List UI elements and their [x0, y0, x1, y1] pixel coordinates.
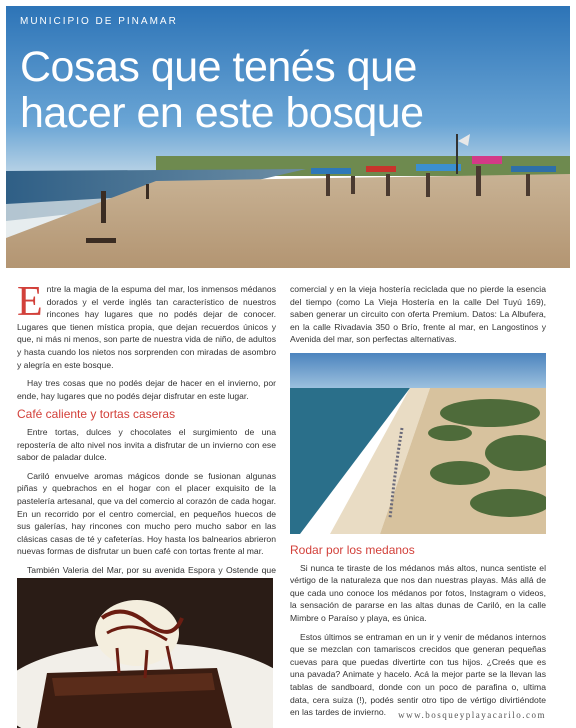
intro-paragraph	[17, 279, 276, 371]
cafe-paragraph-1: Entre tortas, dulces y chocolates el surgimiento de una repostería de alto nivel nos invita a disfrutar de un invierno con ese sabor de paladar dulce.	[17, 426, 276, 463]
cafe-paragraph-3: También Valeria del Mar, por su avenida Espora y Ostende que	[27, 564, 276, 575]
title-line-2: hacer en este bosque	[20, 89, 424, 137]
brownie-image	[17, 578, 273, 728]
dropcap: E	[17, 279, 43, 325]
section-heading-medanos: Rodar por los medanos	[290, 543, 415, 557]
medanos-paragraph-2: Estos últimos se entraman en un ir y venir de médanos internos que se mezclan con tamariscos crecidos que generan pequeñas cuevas para que puedas divertirte con tus hijos. ¿Creés que es una pavada? Animate y hacelo. Acá la mejor parte se la llevan las tablas de sandboard, donde con un poco de parafina o, ultima data, cera suiza (!), podés sentir otro tipo de vértigo divirtiéndote en las tardes de invierno.	[290, 631, 546, 718]
dessert-photo	[17, 578, 273, 728]
aerial-dunes-photo	[290, 353, 546, 534]
title-line-1: Cosas que tenés que	[20, 43, 417, 91]
medanos-paragraph-1: Si nunca te tiraste de los médanos más altos, nunca sentiste el vértigo de la naturaleza que nos dan nuestras playas. Más allá de que cada uno conoce los médanos por fotos, Instagram o videos, la sensación de pararse en las altas dunas de Cariló, en la calle Mimbre o Paraíso y playa, es única.	[290, 562, 546, 623]
page-title	[20, 44, 424, 136]
dunes-image	[290, 353, 546, 534]
section-kicker: MUNICIPIO DE PINAMAR	[20, 16, 178, 27]
cafe-paragraph-3-continued: comercial y en la vieja hostería reciclada que no pierde la esencia del tiempo (como La Vieja Hostería en la calle Del Tuyú 169), saben generar un circuito con oferta Premium. Datos: La Albufera, en la calle Rivadavia 350 o Brío, frente al mar, en Langostinos y Avenida del mar, son perfectas alternativas.	[290, 284, 546, 345]
right-column-top	[290, 283, 546, 352]
intro-text: ntre la magia de la espuma del mar, los inmensos médanos dorados y el verde inglés tan característico de nuestros rincones hay lugares que no podés dejar de conocer. Lugares que tienen mística propia, que dejan recuerdos únicos y que, ni más ni menos, son parte de nuestra vida de niño, de adultos y hasta cuando los nietos nos sorprenden con miradas de asombro y alegría en este bosque.	[17, 284, 276, 370]
right-column-bottom	[290, 538, 546, 725]
footer-url: www.bosqueyplayacarilo.com	[398, 710, 546, 720]
section-heading-cafe: Café caliente y tortas caseras	[17, 407, 176, 422]
cafe-paragraph-2: Cariló envuelve aromas mágicos donde se fusionan algunas piñas y quebrachos en el hogar con el placer exquisito de la pastelería artesanal, que va del comercio al corazón de cada hogar. En un recorrido por el centro comercial, en pequeños huecos de sus galerías, hay rincones con mucho pero mucho sabor en las clásicas casas de té y cafeterías. Hoy hasta los balnearios abrieron nuevas formas de disfrutar un buen café con tortas frente al mar.	[17, 470, 276, 557]
intro-paragraph-2: Hay tres cosas que no podés dejar de hacer en el invierno, por ende, hay lugares que no podés dejar disfrutar en este lugar.	[17, 378, 276, 401]
hero-photo	[6, 6, 570, 268]
left-column	[17, 279, 276, 595]
